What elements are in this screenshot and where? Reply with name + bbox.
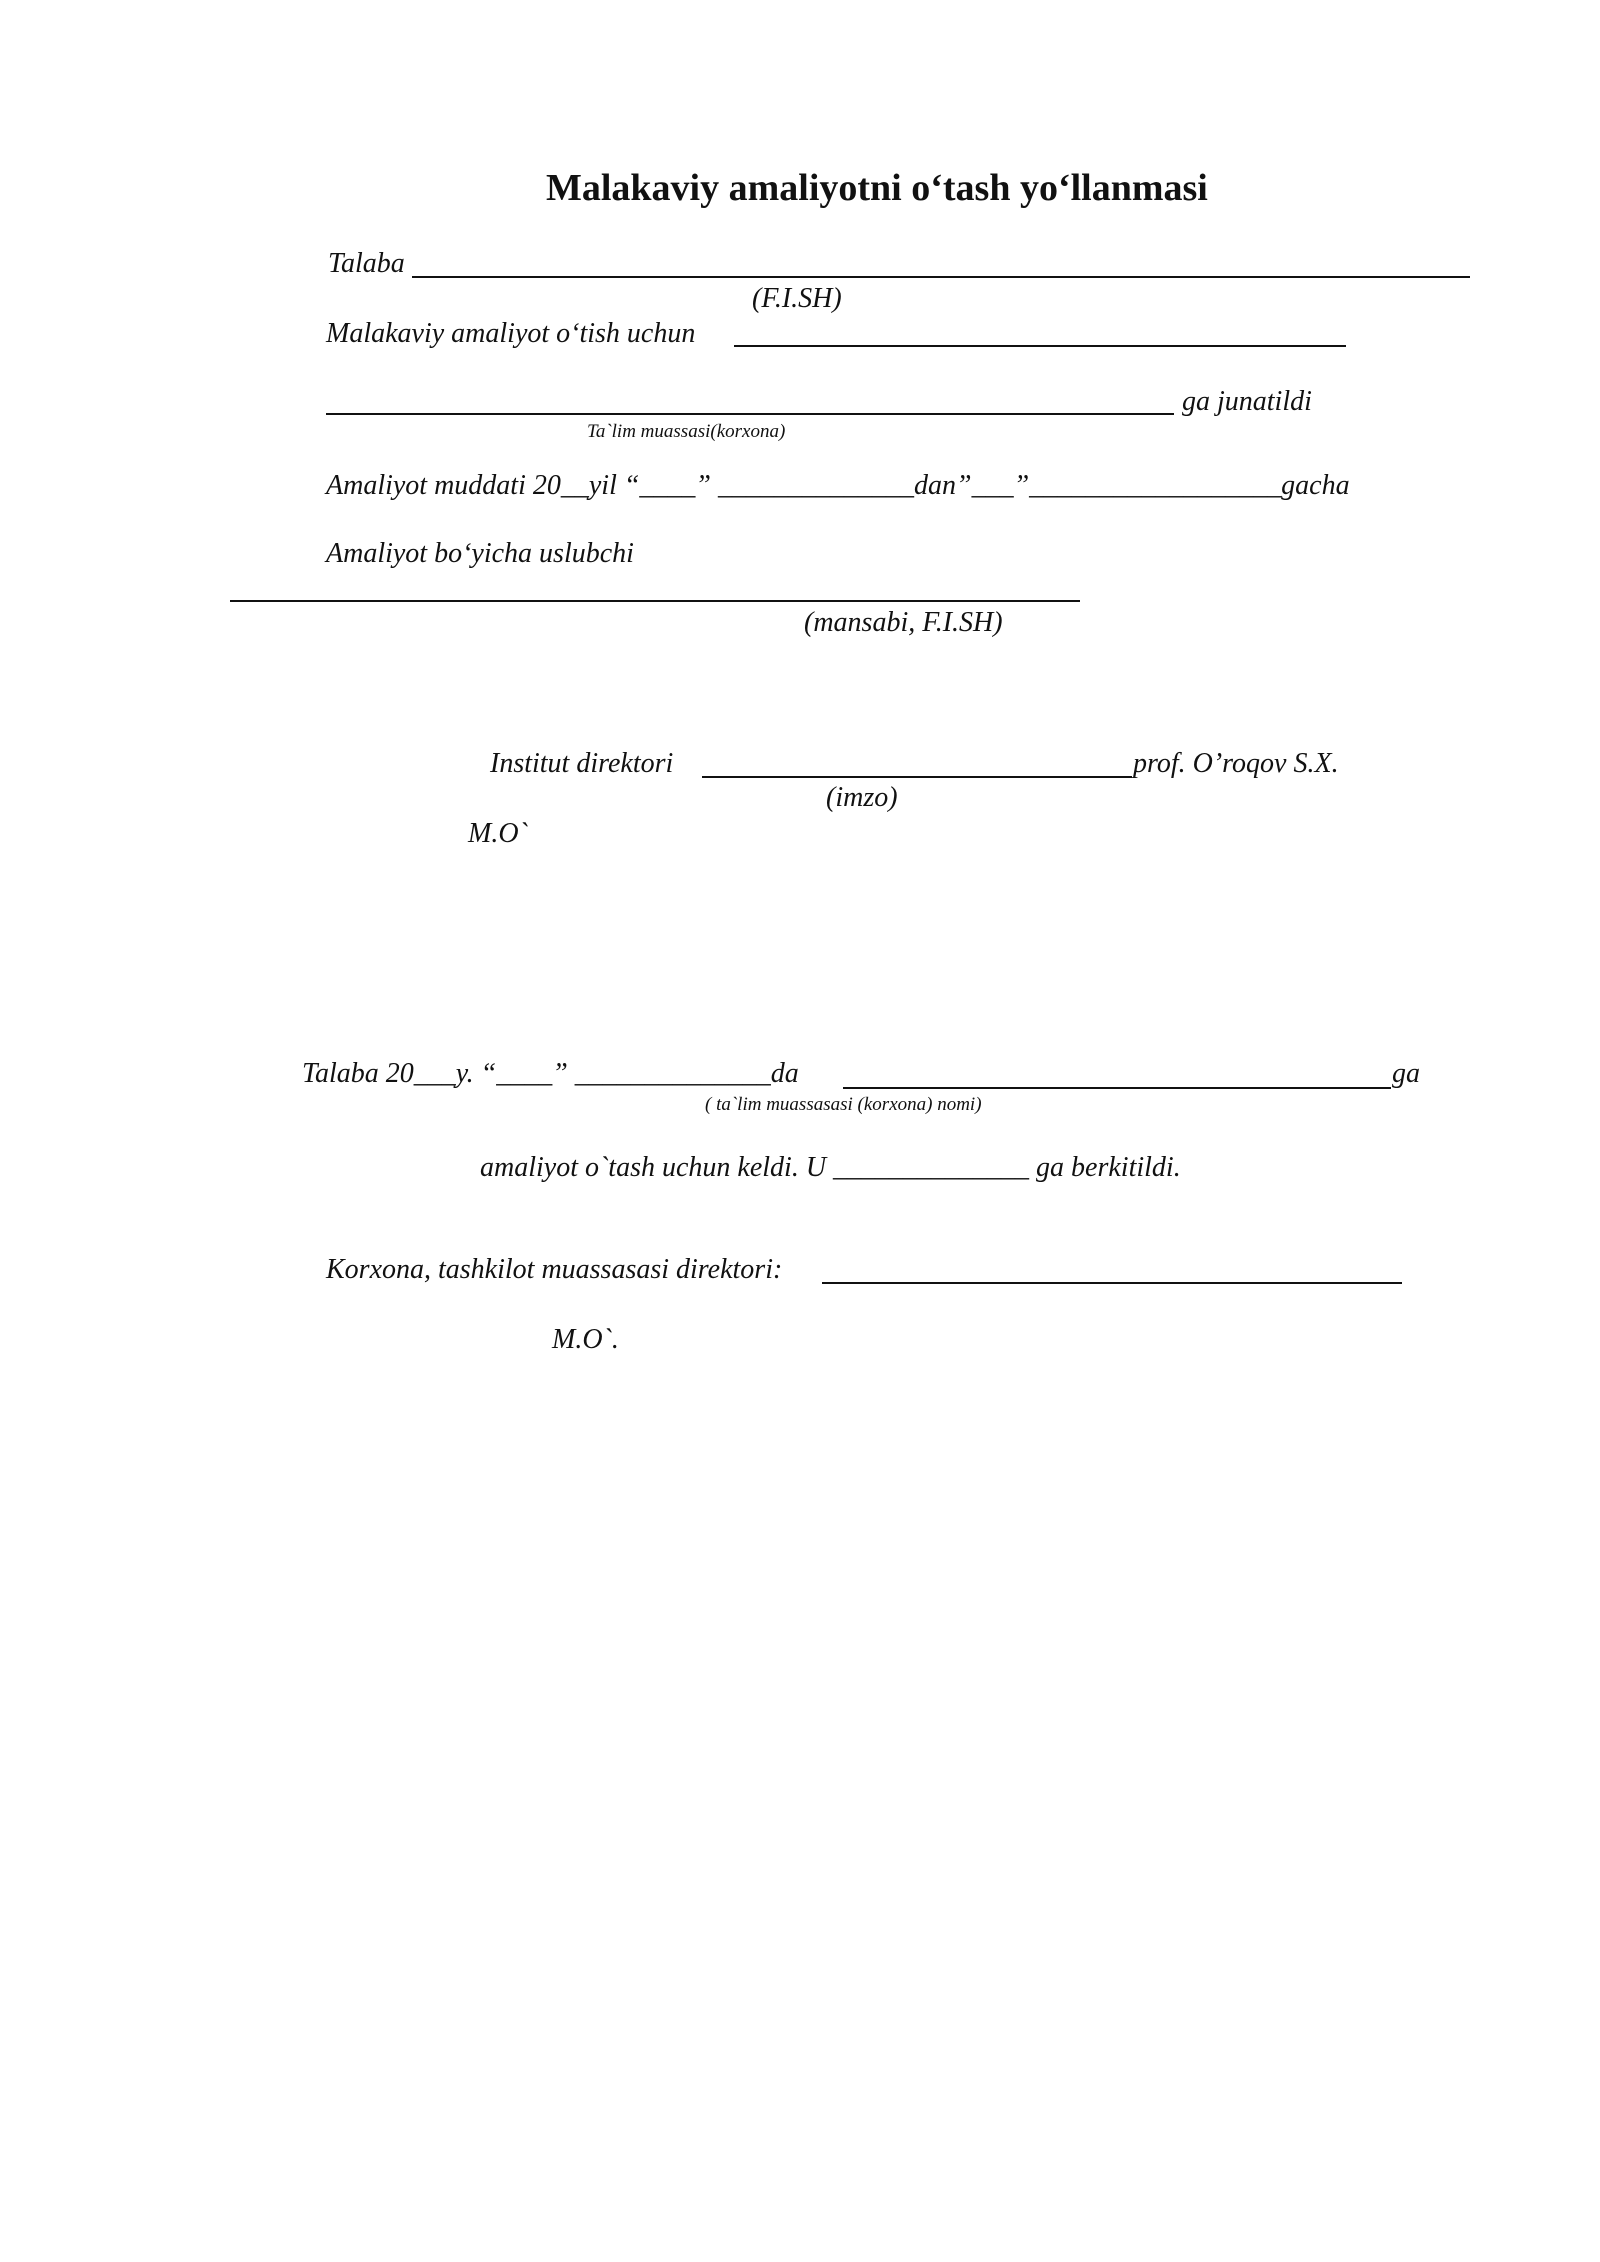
institution-caption: Ta`lim muassasi(korxona) xyxy=(587,421,786,442)
arrival-text: Talaba 20___y. “____” ______________da xyxy=(302,1058,799,1089)
sent-suffix: ga junatildi xyxy=(1182,386,1312,417)
purpose-line xyxy=(734,345,1346,347)
supervisor-line xyxy=(230,600,1080,602)
signature-caption: (imzo) xyxy=(826,782,898,813)
stamp-label: M.O` xyxy=(468,818,528,849)
enterprise-director-line xyxy=(822,1282,1402,1284)
student-name-line xyxy=(412,276,1470,278)
director-signature-line xyxy=(702,776,1132,778)
student-label: Talaba xyxy=(328,248,405,279)
supervisor-label: Amaliyot bo‘yicha uslubchi xyxy=(326,538,634,569)
duration-text: Amaliyot muddati 20__yil “____” ______________dan”___”__________________gacha xyxy=(326,470,1350,501)
arrival-caption: ( ta`lim muassasasi (korxona) nomi) xyxy=(705,1094,982,1115)
arrival-institution-line xyxy=(843,1087,1391,1089)
document-title: Malakaviy amaliyotni o‘tash yo‘llanmasi xyxy=(546,167,1208,209)
purpose-label: Malakaviy amaliyot o‘tish uchun xyxy=(326,318,696,349)
arrival-suffix: ga xyxy=(1392,1058,1420,1089)
came-text: amaliyot o`tash uchun keldi. U ______________ ga berkitildi. xyxy=(480,1152,1181,1183)
director-label: Institut direktori xyxy=(490,748,674,779)
enterprise-director-label: Korxona, tashkilot muassasasi direktori: xyxy=(326,1254,783,1285)
supervisor-caption: (mansabi, F.I.SH) xyxy=(804,607,1003,638)
enterprise-stamp-label: M.O`. xyxy=(552,1324,619,1355)
director-name: prof. O’roqov S.X. xyxy=(1133,748,1339,779)
fish-caption: (F.I.SH) xyxy=(752,283,842,314)
institution-line xyxy=(326,413,1174,415)
